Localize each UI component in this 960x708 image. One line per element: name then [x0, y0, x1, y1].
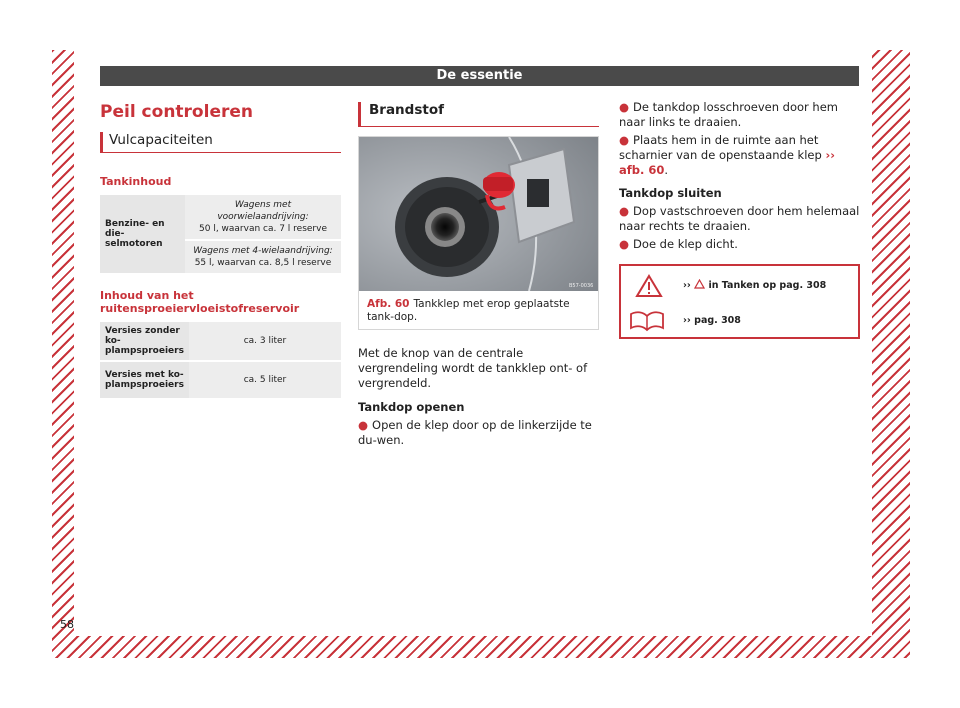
- fuel-cap-illustration: [359, 137, 598, 291]
- list-item-text: Open de klep door op de linkerzijde te du-wen.: [358, 418, 592, 447]
- figure-caption: [359, 291, 598, 329]
- table-cell-text: 50 l, waarvan ca. 7 l reserve: [199, 224, 327, 234]
- table-cell-italic: Wagens met voorwielaandrijving:: [217, 200, 309, 222]
- list-item-text: Doe de klep dicht.: [633, 237, 738, 251]
- table-caption-ruitensproeier: Inhoud van het ruitensproeiervloeistofreservoir: [100, 289, 300, 315]
- table-cell: [185, 241, 341, 273]
- list-item: [619, 237, 860, 252]
- heading-tankdop-sluiten: Tankdop sluiten: [619, 186, 722, 200]
- punctuation: .: [664, 163, 669, 177]
- table-row: [100, 195, 341, 239]
- table-row: [100, 362, 341, 398]
- list-item-text: Dop vastschroeven door hem helemaal naar rechts te draaien.: [619, 204, 860, 233]
- column-instructions: [619, 100, 860, 339]
- table-cell: [185, 195, 341, 239]
- figure-link[interactable]: ›› afb. 60: [619, 148, 835, 177]
- list-item-text: De tankdop losschroeven door hem naar links te draaien.: [619, 100, 838, 129]
- figure-tankklep: [358, 136, 599, 330]
- table-cell: ca. 5 liter: [189, 362, 341, 398]
- column-peil: [100, 98, 341, 414]
- subsection-title-vulcapaciteiten: Vulcapaciteiten: [100, 132, 341, 153]
- table-cell-text: 55 l, waarvan ca. 8,5 l reserve: [194, 258, 332, 268]
- bullet-icon: ●: [358, 418, 369, 432]
- list-item-text: Plaats hem in de ruimte aan het scharnier van de openstaande klep: [619, 133, 822, 162]
- table-caption-tankinhoud: Tankinhoud: [100, 175, 172, 188]
- warning-triangle-icon: [635, 274, 663, 298]
- list-item: [619, 100, 860, 130]
- list-item: [619, 133, 860, 178]
- table-ruitensproeier: [100, 320, 341, 400]
- column-brandstof: [358, 98, 599, 451]
- table-cell: ca. 3 liter: [189, 322, 341, 360]
- figure-code: B57-0036: [569, 283, 594, 289]
- warning-ref-text: in Tanken op pag. 308: [708, 280, 827, 291]
- table-row-label: Versies met ko-plampsproeiers: [100, 362, 189, 398]
- page-reference[interactable]: ›› pag. 308: [683, 315, 741, 326]
- bullet-icon: ●: [619, 204, 630, 218]
- fuel-cap-photo: [359, 137, 598, 291]
- table-row-label: Benzine- en die-selmotoren: [100, 195, 185, 273]
- reference-box: [619, 264, 860, 339]
- figure-caption-text: Tankklep met erop geplaatste tank-dop.: [367, 298, 570, 323]
- section-title-peil: Peil controleren: [100, 102, 253, 122]
- heading-tankdop-openen: Tankdop openen: [358, 400, 465, 414]
- bullet-icon: ●: [619, 133, 630, 147]
- table-row: [100, 322, 341, 360]
- book-icon: [627, 310, 667, 332]
- figure-ref: Afb. 60: [367, 298, 410, 310]
- table-cell-italic: Wagens met 4-wielaandrijving:: [193, 246, 333, 256]
- warning-reference[interactable]: [683, 279, 826, 291]
- bullet-icon: ●: [619, 100, 630, 114]
- page-number: 58: [60, 618, 74, 631]
- table-tankinhoud: [100, 193, 341, 275]
- section-title-brandstof: Brandstof: [358, 102, 599, 127]
- table-row-label: Versies zonder ko-plampsproeiers: [100, 322, 189, 360]
- bullet-icon: ●: [619, 237, 630, 251]
- warning-small-icon: [694, 279, 705, 289]
- body-text: Met de knop van de centrale vergrendeling wordt de tankklep ont- of vergrendeld.: [358, 346, 588, 390]
- list-item: [619, 204, 860, 234]
- chevrons: ››: [683, 280, 691, 291]
- list-item: [358, 418, 599, 448]
- page-header: De essentie: [100, 66, 859, 86]
